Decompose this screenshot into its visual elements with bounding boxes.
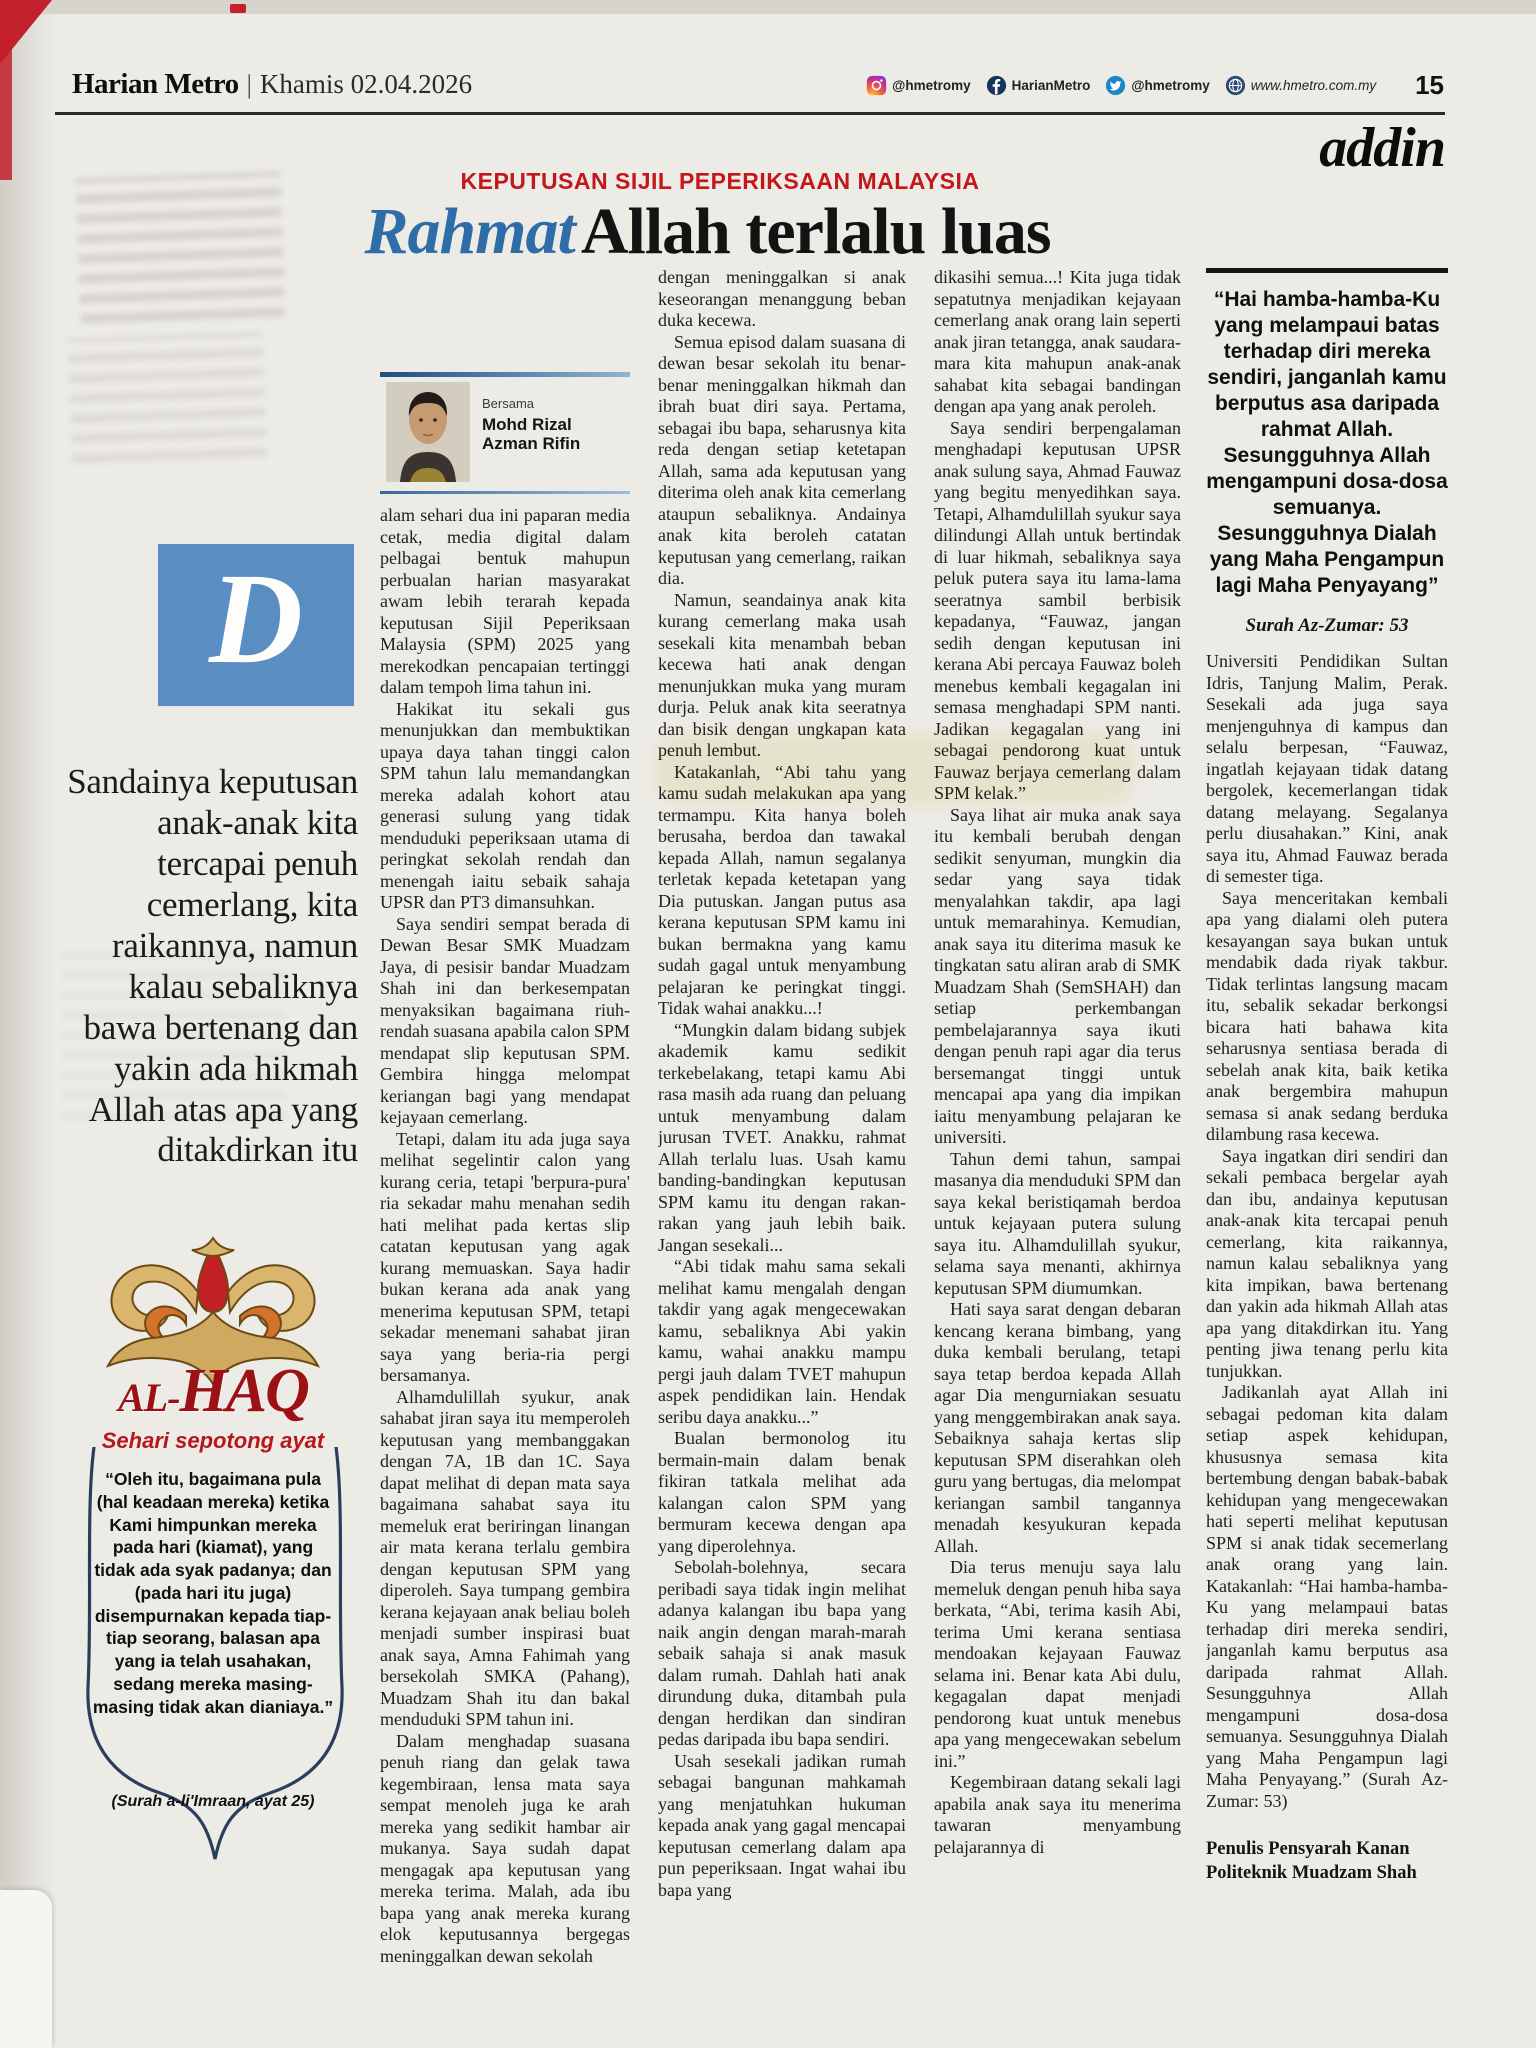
header-rule	[55, 112, 1445, 115]
alhaq-subtitle: Sehari sepotong ayat	[101, 1428, 325, 1453]
paragraph: Jadikanlah ayat Allah ini sebagai pedoman kita dalam setiap aspek kehidupan, khususnya semasa kita bertembung dengan babak-babak kehidupan yang mengecewakan hati seperti melihat keputusan SPM si anak tidak secemerlang anak orang yang lain. Katakanlah: “Hai hamba-hamba-Ku yang melampaui batas terhadap diri mereka sendiri, janganlah kamu berputus asa daripada rahmat Allah. Sesungguhnya Allah mengampuni dosa-dosa semuanya. Sesungguhnya Dialah yang Maha Pengampun lagi Maha Penyayang.” (Surah Az-Zumar: 53)	[1206, 1382, 1448, 1811]
body-column-2	[658, 267, 906, 2012]
paper-tear	[0, 1890, 52, 2048]
byline-label: Bersama	[482, 396, 535, 411]
paragraph: Dia terus menuju saya lalu memeluk dengan penuh hiba saya berkata, “Abi, terima kasih Abi, terima Umi kerana sentiasa mendoakan kejayaan Fauwaz selama ini. Benar kata Abi dulu, kegagalan dapat menjadi pendorong kuat untuk menebus apa yang mengecewakan sebelum ini.”	[934, 1557, 1181, 1771]
body-column-4	[1206, 268, 1448, 2028]
masthead	[72, 68, 1444, 101]
verse-pull-quote: “Hai hamba-hamba-Ku yang melampaui batas terhadap diri mereka sendiri, janganlah kamu berputus asa daripada rahmat Allah. Sesungguhnya Allah mengampuni dosa-dosa semuanya. Sesungguhnya Dialah yang Maha Pengampun lagi Maha Penyayang”	[1206, 288, 1448, 598]
paragraph: Saya menceritakan kembali apa yang dialami oleh putera kesayangan saya bukan untuk mendabik dada riyak takbur. Tidak terlintas langsung macam itu, sebalik sekadar berkongsi bicara hati bahawa kita seharusnya sentiasa berada di sebelah anak kita, baik ketika anak bergembira mahupun semasa si anak sedang berduka dilambung rasa kecewa.	[1206, 887, 1448, 1145]
page-edge-left	[0, 0, 55, 2048]
paragraph: Kegembiraan datang sekali lagi apabila anak saya itu menerima tawaran menyambung pelajarannya di	[934, 1772, 1181, 1857]
paragraph: “Mungkin dalam bidang subjek akademik kamu sedikit terkebelakang, tetapi kamu Abi rasa masih ada ruang dan peluang untuk menyambung dalam jurusan TVET. Anakku, rahmat Allah terlalu luas. Usah kamu banding-bandingkan keputusan SPM kamu itu dengan rakan-rakan yang jauh lebih baik. Jangan sesekali...	[658, 1019, 906, 1255]
paragraph: Tetapi, dalam itu ada juga saya melihat segelintir calon yang kurang ceria, tetapi 'berpura-pura' ria sekadar mahu menahan sedih hati melihat pada kertas slip catatan keputusan yang agak kurang memuaskan. Saya hadir bukan kerana ada anak yang menerima keputusan SPM, tetapi sekadar menemani sahabat jiran saya yang beria-ria pergi bersamanya.	[380, 1128, 630, 1385]
paragraph: Saya sendiri sempat berada di Dewan Besar SMK Muadzam Jaya, di pesisir bandar Muadzam Shah ini dan berkesempatan menyaksikan bagaimana riuh-rendah suasana apabila calon SPM mendapat slip keputusan SPM. Gembira hingga melompat keriangan bagi yang mendapat kejayaan cemerlang.	[380, 913, 630, 1127]
pull-quote: Sandainya keputusan anak-anak kita tercapai penuh cemerlang, kita raikannya, namun kalau sebaliknya bawa bertenang dan yakin ada hikmah Allah atas apa yang ditakdirkan itu	[67, 762, 358, 1170]
paragraph: Usah sesekali jadikan rumah sebagai bangunan mahkamah yang menjatuhkan hukuman kepada anak yang gagal mencapai keputusan cemerlang dalam apa pun peperiksaan. Ingat wahai ibu bapa yang	[658, 1750, 906, 1900]
paragraph: Hakikat itu sekali gus menunjukkan dan membuktikan upaya daya tahan tinggi calon SPM tahun lalu memandangkan mereka adalah kohort atau generasi sulung yang tidak menduduki peperiksaan utama di peringkat sekolah rendah dan menengah iaitu sebaik sahaja UPSR dan PT3 dimansuhkan.	[380, 698, 630, 912]
page-number: 15	[1415, 70, 1444, 100]
torn-edge-red	[0, 40, 12, 180]
paragraph: Dalam menghadap suasana penuh riang dan gelak tawa kegembiraan, lensa mata saya sempat menoleh juga ke arah mereka yang sedikit hambar air mukanya. Saya sudah dapat mengagak apa keputusan yang mereka terima. Malah, ada ibu bapa yang anak mereka kurang elok keputusannya bergegas meninggalkan dewan sekolah	[380, 1730, 630, 1966]
byline-rule	[380, 491, 630, 494]
headline-accent: Rahmat	[364, 195, 575, 268]
body-column-4-text	[1206, 651, 1448, 1812]
headline	[235, 194, 1180, 270]
headline-rest: Allah terlalu luas	[580, 195, 1051, 268]
facebook-icon	[986, 75, 1007, 96]
ghost-text	[68, 332, 267, 464]
author-note: Penulis Pensyarah Kanan Politeknik Muadzam Shah	[1206, 1839, 1417, 1883]
paragraph: Hati saya sarat dengan debaran kencang kerana bimbang, yang duka kembali berulang, tetapi saya tetap berdoa kepada Allah agar Dia mengurniakan sesuatu yang menggembirakan anak saya. Sebaiknya sahaja kertas slip keputusan SPM diserahkan oleh guru yang bertugas, dia melompat keriangan sambil tangannya menadah kesyukuran kepada Allah.	[934, 1299, 1181, 1556]
byline-rule	[380, 372, 630, 377]
alhaq-box	[68, 1232, 358, 1877]
byline-box	[380, 372, 630, 494]
globe-icon	[1225, 75, 1246, 96]
author-name-line1: Mohd Rizal	[482, 415, 572, 434]
section-name: addin	[1319, 117, 1445, 179]
newspaper-brand: Harian Metro	[72, 68, 239, 100]
social-website: www.hmetro.com.my	[1225, 75, 1376, 96]
social-instagram: @hmetromy	[866, 75, 970, 96]
header-divider: |	[246, 70, 252, 99]
instagram-icon	[866, 75, 887, 96]
paragraph: Sebolah-bolehnya, secara peribadi saya tidak ingin melihat adanya kalangan ibu bapa yang naik angin dengan marah-marah sebaik sahaja si anak masuk dalam rumah. Dahlah hati anak dirundung duka, ditambah pula dengan herdikan dan sindiran pedas daripada ibu bapa sendiri.	[658, 1557, 906, 1749]
paragraph: Semua episod dalam suasana di dewan besar sekolah itu benar-benar meninggalkan hikmah dan ibrah buat diri saya. Pertama, sebagai ibu bapa, seharusnya kita reda dengan setiap ketetapan Allah, sama ada keputusan yang diterima oleh anak kita cemerlang ataupun sebaliknya. Andainya anak kita beroleh catatan keputusan yang cemerlang, raikan dia.	[658, 331, 906, 588]
body-column-1	[380, 505, 630, 1997]
author-photo	[386, 382, 470, 482]
alhaq-verse-source: (Surah a-li'Imraan, ayat 25)	[111, 1793, 315, 1810]
paragraph: Saya lihat air muka anak saya itu kembali berubah dengan sedikit senyuman, mungkin dia sedar yang saya tidak menyalahkan takdir, apa lagi untuk memarahinya. Kemudian, anak saya itu diterima masuk ke tingkatan satu aliran arab di SMK Muadzam Shah (SemSHAH) dan setiap perkembangan pembelajarannya saya ikuti dengan penuh rapi agar dia terus bersemangat tinggi untuk mencapai apa yang dia impikan iaitu menyambung pelajaran ke universiti.	[934, 804, 1181, 1147]
alhaq-title: AL-HAQ	[118, 1357, 308, 1425]
paragraph: dengan meninggalkan si anak keseorangan menanggung beban duka kecewa.	[658, 267, 906, 330]
social-bar	[866, 70, 1444, 101]
alhaq-verse: “Oleh itu, bagaimana pula (hal keadaan mereka) ketika Kami himpunkan mereka pada hari (kiamat), yang tidak ada syak padanya; dan (pada hari itu juga) disempurnakan kepada tiap-tiap seorang, balasan apa yang ia telah usahakan, sedang mereka masing-masing tidak akan dianiaya.”	[92, 1469, 334, 1717]
kicker: KEPUTUSAN SIJIL PEPERIKSAAN MALAYSIA	[460, 168, 980, 194]
body-column-3	[934, 267, 1181, 2015]
paragraph: Alhamdulillah syukur, anak sahabat jiran saya itu memperoleh keputusan yang membanggakan dengan 7A, 1B dan 1C. Saya dapat melihat di depan mata saya bagaimana sahabat saya itu memeluk erat beriringan linangan air mata kerana terlalu gembira dengan keputusan SPM yang diperoleh. Saya tumpang gembira kerana kejayaan anak beliau boleh menjadi sumber inspirasi buat anak saya, Amna Fahimah yang bersekolah SMKA (Pahang), Muadzam Shah itu dan bakal menduduki SPM tahun ini.	[380, 1386, 630, 1729]
social-facebook: HarianMetro	[986, 75, 1091, 96]
twitter-icon	[1105, 75, 1126, 96]
drop-cap: D	[158, 544, 354, 706]
paragraph: Namun, seandainya anak kita kurang cemerlang maka usah sesekali kita menambah beban kecewa hati anak dengan menunjukkan muka yang muram durja. Peluk anak kita seeratnya dan bisik dengan ungkapan kata penuh lembut.	[658, 589, 906, 760]
paragraph: alam sehari dua ini paparan media cetak, media digital dalam pelbagai bentuk mahupun perbualan harian masyarakat awam lebih terarah kepada keputusan Sijil Peperiksaan Malaysia (SPM) 2025 yang merekodkan pencapaian tertinggi dalam tempoh lima tahun ini.	[380, 505, 630, 697]
edition-date: Khamis 02.04.2026	[259, 69, 473, 99]
paragraph: “Abi tidak mahu sama sekali melihat kamu mengalah dengan takdir yang agak mengecewakan kamu, sebaliknya Abi yakin kamu, wahai anakku mampu pergi jauh dalam TVET mahupun aspek pendidikan lain. Hendak seribu daya anakku...”	[658, 1256, 906, 1427]
red-mark	[230, 4, 246, 13]
paragraph: Bualan bermonolog itu bermain-main dalam benak fikiran tatkala melihat ada kalangan calon SPM yang bermuram kecewa dengan apa yang diperolehnya.	[658, 1428, 906, 1556]
social-twitter: @hmetromy	[1105, 75, 1209, 96]
quote-rule	[1206, 268, 1448, 273]
paragraph: Saya ingatkan diri sendiri dan sekali pembaca bergelar ayah dan ibu, andainya keputusan anak-anak kita tercapai penuh cemerlang, kita raikannya, namun kalau sebaliknya yang kita impikan, bawa bertenang dan yakin ada hikmah Allah atas apa yang ditakdirkan itu. Yang penting jiwa tenang perlu kita tunjukkan.	[1206, 1145, 1448, 1381]
author-name-line2: Azman Rifin	[482, 434, 581, 454]
paragraph: Katakanlah, “Abi tahu yang kamu sudah melakukan apa yang termampu. Kita hanya boleh berusaha, berdoa dan tawakal kepada Allah, namun segalanya terletak kepada ketetapan yang Dia putuskan. Jangan putus asa kerana keputusan SPM kamu ini bukan bermakna yang kamu sudah gagal untuk menyambung pelajaran ke peringkat tinggi. Tidak wahai anakku...!	[658, 761, 906, 1018]
paragraph: dikasihi semua...! Kita juga tidak sepatutnya menjadikan kejayaan cemerlang anak orang lain seperti anak jiran tetangga, anak saudara-mara kita mahupun anak-anak sahabat kita sebagai bandingan dengan apa yang anak peroleh.	[934, 267, 1181, 416]
paragraph: Tahun demi tahun, sampai masanya dia menduduki SPM dan saya kekal beristiqamah berdoa untuk kejayaan putera sulung saya itu. Alhamdulillah syukur, selama saya menanti, akhirnya keputusan SPM diumumkan.	[934, 1148, 1181, 1298]
paragraph: Universiti Pendidikan Sultan Idris, Tanjung Malim, Perak. Sesekali ada juga saya menjenguhnya di kampus dan selalu berpesan, “Fauwaz, ingatlah kejayaan tidak datang bergolek, kecemerlangan tidak datang melayang. Segalanya perlu diusahakan.” Kini, anak saya itu, Ahmad Fauwaz berada di semester tiga.	[1206, 651, 1448, 887]
paragraph: Saya sendiri berpengalaman menghadapi keputusan UPSR anak sulung saya, Ahmad Fauwaz yang begitu menyedihkan saya. Tetapi, Alhamdulillah syukur saya dilindungi Allah untuk bertindak di luar hikmah, sebaliknya saya peluk putera saya itu lama-lama seeratnya sambil berbisik kepadanya, “Fauwaz, jangan sedih dengan keputusan ini kerana Abi percaya Fauwaz boleh menebus kembali kegagalan ini semasa menghadapi SPM nanti. Jadikan kegagalan yang ini sebagai pendorong kuat untuk Fauwaz berjaya cemerlang dalam SPM kelak.”	[934, 417, 1181, 803]
verse-pull-quote-source: Surah Az-Zumar: 53	[1245, 615, 1409, 637]
